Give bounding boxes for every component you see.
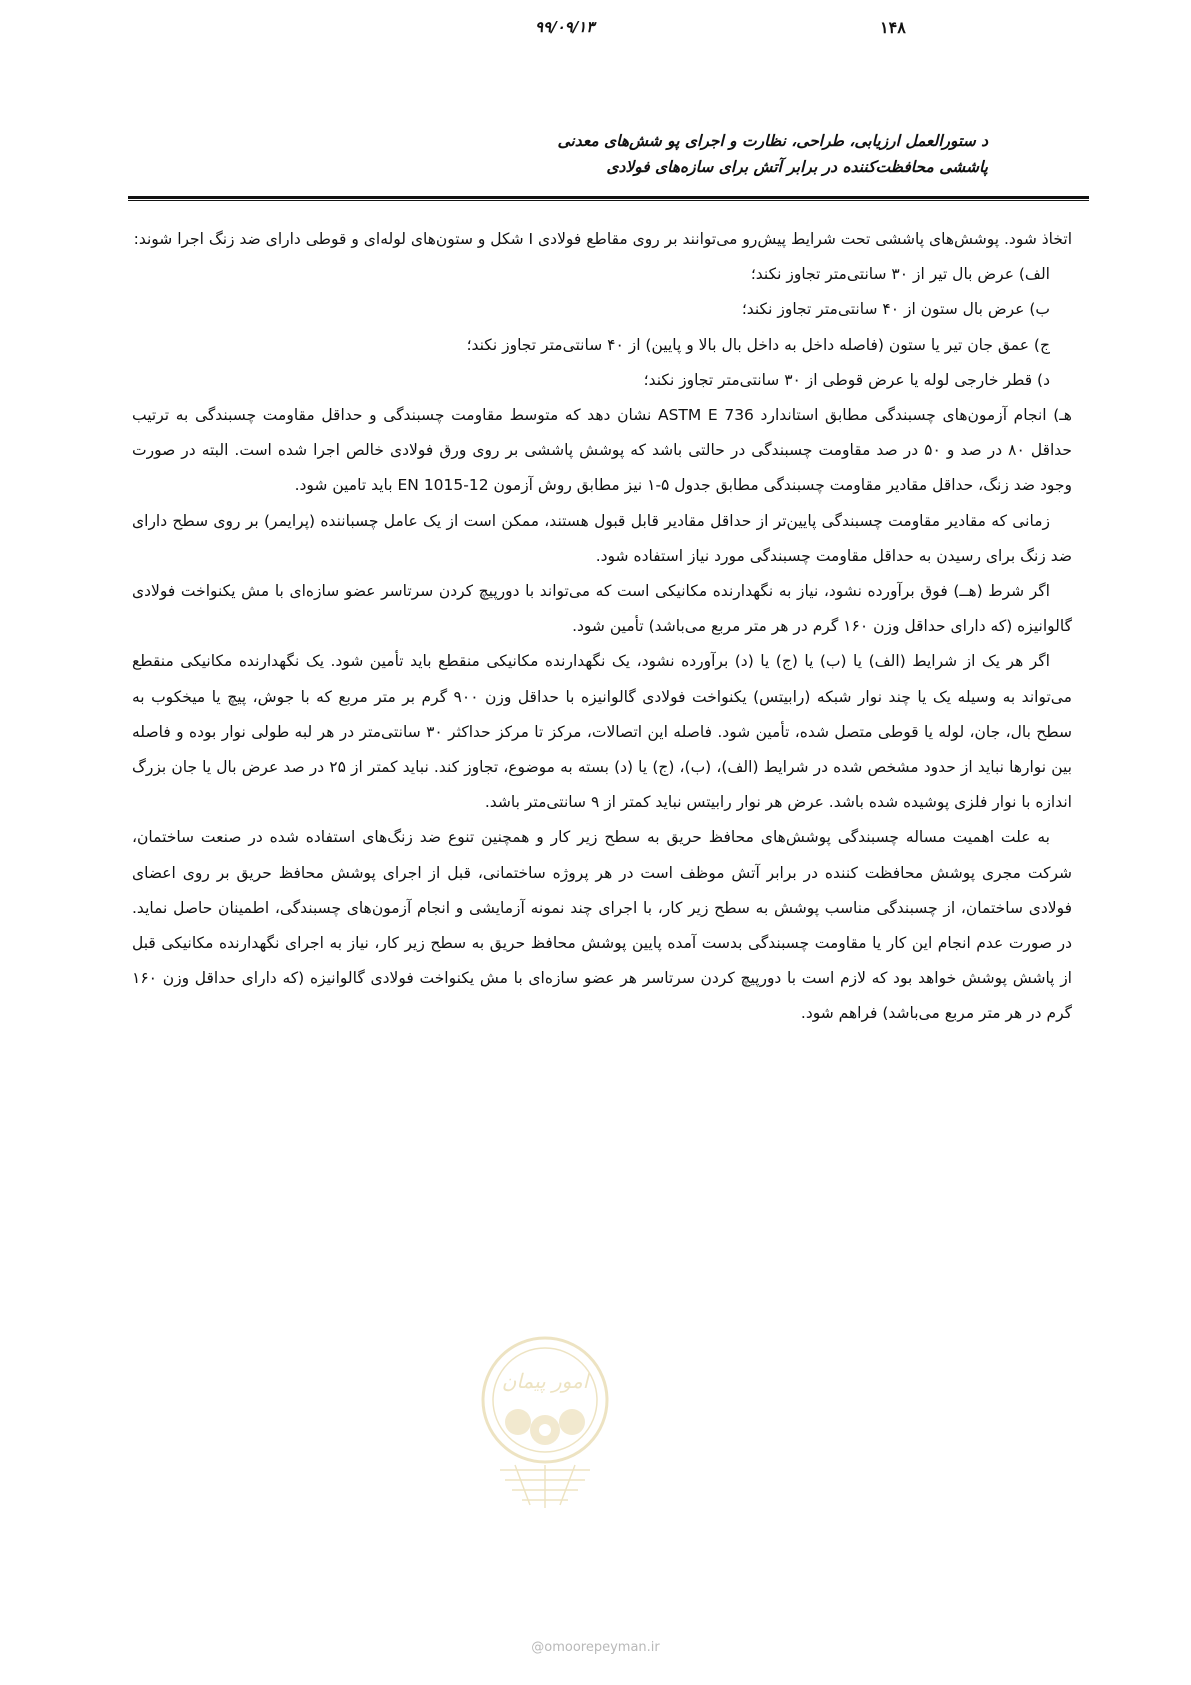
primer-paragraph: زمانی که مقادیر مقاومت چسبندگی پایین‌تر از حداقل مقادیر قابل قبول هستند، ممکن است از یک عامل چسباننده (پرایمر) بر روی سطح دارای ضد زنگ برای رسیدن به حداقل مقاومت چسبندگی مورد نیاز استفاده شود. — [132, 511, 1072, 565]
header-title — [557, 128, 988, 180]
conditions-abcd-paragraph: اگر هر یک از شرایط (الف) یا (ب) یا (ج) یا (د) برآورده نشود، یک نگهدارنده مکانیکی منقطع باید تأمین شود. یک نگهدارنده مکانیکی منقطع می‌تواند به وسیله یک یا چند نوار شبکه (رابیتس) یکنواخت فولادی گالوانیزه با حداقل وزن ۹۰۰ گرم بر متر مربع که با جوش، پیچ یا میخکوب به سطح بال، جان، لوله یا قوطی متصل شده، تأمین شود. فاصله این اتصالات، مرکز تا مرکز حداکثر ۳۰ سانتی‌متر در هر لبه طولی نوار بوده و فاصله بین نوارها نباید از حدود مشخص شده در شرایط (الف)، (ب)، (ج) یا (د) بسته به موضوع، تجاوز کند. نباید کمتر از ۲۵ در صد عرض بال یا جان بزرگ اندازه با نوار فلزی پوشیده شده باشد. عرض هر نوار رابیتس نباید کمتر از ۹ سانتی‌متر باشد. — [132, 652, 1073, 812]
list-item-d: د) قطر خارجی لوله یا عرض قوطی از ۳۰ سانتی‌متر تجاوز نکند؛ — [643, 370, 1050, 389]
watermark-logo — [470, 1330, 620, 1520]
list-item-a: الف) عرض بال تیر از ۳۰ سانتی‌متر تجاوز نکند؛ — [750, 265, 1050, 284]
header-rule — [128, 196, 1089, 201]
watermark-logo-text: امور پیمان — [501, 1369, 589, 1393]
list-item-c: ج) عمق جان تیر یا ستون (فاصله داخل به داخل بال بالا و پایین) از ۴۰ سانتی‌متر تجاوز نکند؛ — [466, 335, 1050, 354]
body-text — [132, 222, 1072, 1032]
list-item-b: ب) عرض بال ستون از ۴۰ سانتی‌متر تجاوز نکند؛ — [741, 300, 1050, 319]
footer-url: @omoorepeyman.ir — [531, 1640, 660, 1655]
intro-paragraph: اتخاذ شود. پوشش‌های پاششی تحت شرایط پیش‌رو می‌توانند بر روی مقاطع فولادی I شکل و ستون‌های لوله‌ای و قوطی دارای ضد زنگ اجرا شوند: — [133, 230, 1072, 248]
importance-paragraph: به علت اهمیت مساله چسبندگی پوشش‌های محافظ حریق به سطح زیر کار و همچنین تنوع ضد زنگ‌های استفاده شده در صنعت ساختمان، شرکت مجری پوشش محافظت کننده در برابر آتش موظف است در هر پروژه ساختمانی، قبل از اجرای پوشش محافظ حریق بر روی اعضای فولادی ساختمان، از چسبندگی مناسب پوشش به سطح زیر کار، با اجرای چند نمونه آزمایشی و انجام آزمون‌های چسبندگی، اطمینان حاصل نماید. در صورت عدم انجام این کار یا مقاومت چسبندگی بدست آمده پایین پوشش محافظ حریق به سطح زیر کار، نیاز به اجرای نگهدارنده مکانیکی قبل از پاشش پوشش خواهد بود که لازم است با دورپیچ کردن سرتاسر هر عضو سازه‌ای با مش یکنواخت فولادی گالوانیزه (که دارای حداقل وزن ۱۶۰ گرم در هر متر مربع می‌باشد) فراهم شود. — [132, 828, 1072, 1023]
page-header — [128, 128, 1088, 192]
condition-e-paragraph: اگر شرط (هــ) فوق برآورده نشود، نیاز به نگهدارنده مکانیکی است که می‌تواند با دورپیچ کردن سرتاسر عضو سازه‌ای با مش یکنواخت فولادی گالوانیزه (که دارای حداقل وزن ۱۶۰ گرم در هر متر مربع می‌باشد) تأمین شود. — [132, 582, 1072, 636]
header-title-line2: پاششی محافظت‌کننده در برابر آتش برای سازه‌های فولادی — [606, 157, 988, 176]
header-title-line1: د ستورالعمل ارزیابی، طراحی، نظارت و اجرای پو شش‌های معدنی — [557, 131, 988, 150]
header-date: ۹۹/۰۹/۱۳ — [535, 18, 595, 36]
list-item-e: هـ) انجام آزمون‌های چسبندگی مطابق استاندارد ASTM E 736 نشان دهد که متوسط مقاومت چسبندگی و حداقل مقاومت چسبندگی به ترتیب حداقل ۸۰ در صد و ۵۰ در صد مقاومت چسبندگی در حالتی باشد که پوشش پاششی بر روی ورق فولادی خالص اجرا شده است. البته در صورت وجود ضد زنگ، حداقل مقادیر مقاومت چسبندگی مطابق جدول ۵-۱ نیز مطابق روش آزمون EN 1015-12 باید تامین شود. — [132, 406, 1073, 495]
page-number: ۱۴۸ — [880, 18, 906, 37]
